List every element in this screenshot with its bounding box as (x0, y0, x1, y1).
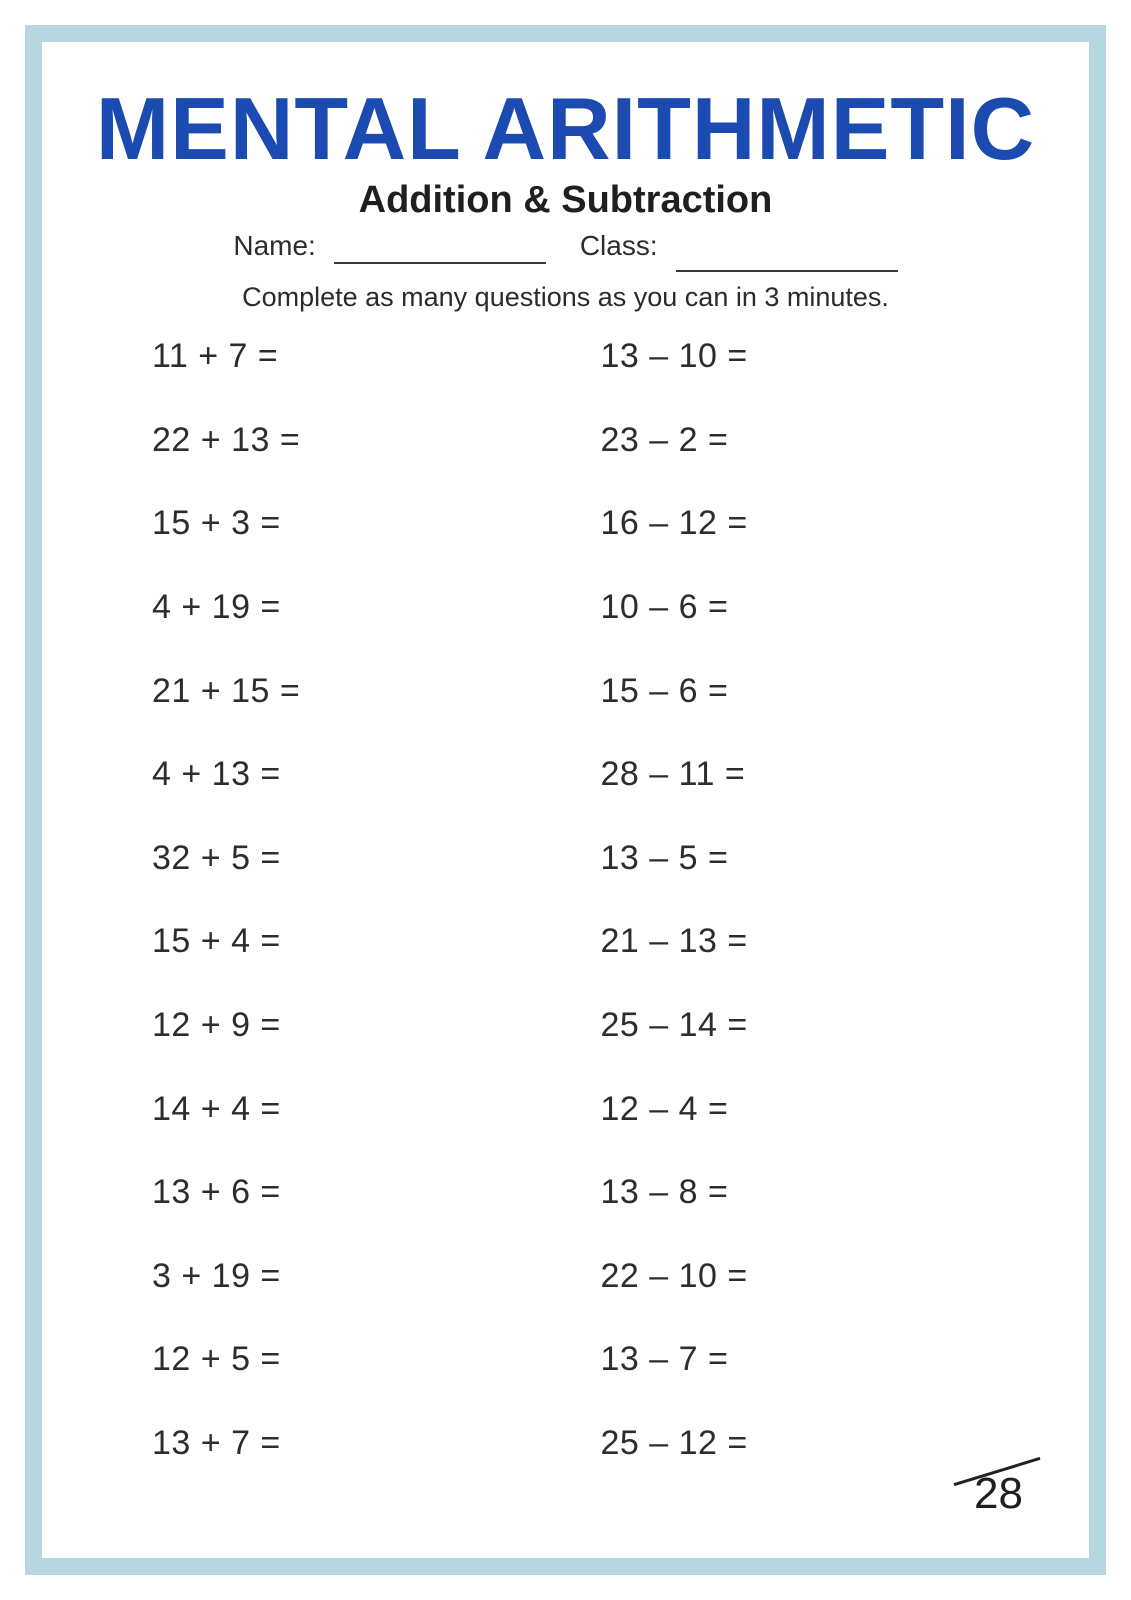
problem-right: 28 – 11 = (600, 755, 746, 794)
instruction-text: Complete as many questions as you can in 3 minutes. (242, 282, 889, 312)
problem-row (42, 817, 1089, 901)
name-blank-line (334, 232, 546, 264)
problem-right: 21 – 13 = (600, 922, 748, 961)
problem-right: 22 – 10 = (600, 1256, 748, 1295)
worksheet-subtitle: Addition & Subtraction (358, 179, 773, 221)
problem-left: 15 + 4 = (152, 922, 281, 961)
name-class-row (0, 230, 1131, 264)
problem-left: 12 + 9 = (152, 1006, 281, 1045)
problem-right: 12 – 4 = (600, 1089, 729, 1128)
problem-left: 13 + 7 = (152, 1424, 281, 1463)
problem-row (42, 315, 1089, 399)
problem-left: 15 + 3 = (152, 504, 281, 543)
problem-right: 15 – 6 = (600, 671, 729, 710)
worksheet-title: MENTAL ARITHMETIC (95, 79, 1036, 178)
problem-right: 25 – 14 = (600, 1006, 748, 1045)
problem-row (42, 1235, 1089, 1319)
problem-left: 11 + 7 = (152, 337, 279, 376)
problem-row (42, 1318, 1089, 1402)
name-label: Name: (233, 230, 316, 261)
score-total: 28 (974, 1469, 1023, 1518)
problem-row (42, 566, 1089, 650)
problem-left: 21 + 15 = (152, 671, 301, 710)
problem-left: 32 + 5 = (152, 838, 281, 877)
problem-right: 13 – 10 = (600, 337, 748, 376)
problem-left: 13 + 6 = (152, 1173, 281, 1212)
problem-right: 10 – 6 = (600, 588, 729, 627)
class-label: Class: (579, 230, 658, 261)
problem-row (42, 482, 1089, 566)
problem-left: 12 + 5 = (152, 1340, 281, 1379)
problem-left: 4 + 13 = (152, 755, 281, 794)
problem-row (42, 733, 1089, 817)
problem-row (42, 649, 1089, 733)
problem-row (42, 1151, 1089, 1235)
problem-right: 13 – 7 = (600, 1340, 729, 1379)
problem-left: 3 + 19 = (152, 1256, 281, 1295)
problems-grid (42, 315, 1089, 1485)
problem-right: 13 – 5 = (600, 838, 729, 877)
problem-row (42, 984, 1089, 1068)
problem-left: 4 + 19 = (152, 588, 281, 627)
problem-left: 14 + 4 = (152, 1089, 281, 1128)
problem-right: 25 – 12 = (600, 1424, 748, 1463)
problem-row (42, 1067, 1089, 1151)
problem-right: 16 – 12 = (600, 504, 748, 543)
problem-row (42, 399, 1089, 483)
score-mark (930, 1428, 1090, 1528)
problem-left: 22 + 13 = (152, 420, 301, 459)
class-blank-line (676, 240, 898, 272)
problem-right: 13 – 8 = (600, 1173, 729, 1212)
problem-right: 23 – 2 = (600, 420, 729, 459)
problem-row (42, 900, 1089, 984)
